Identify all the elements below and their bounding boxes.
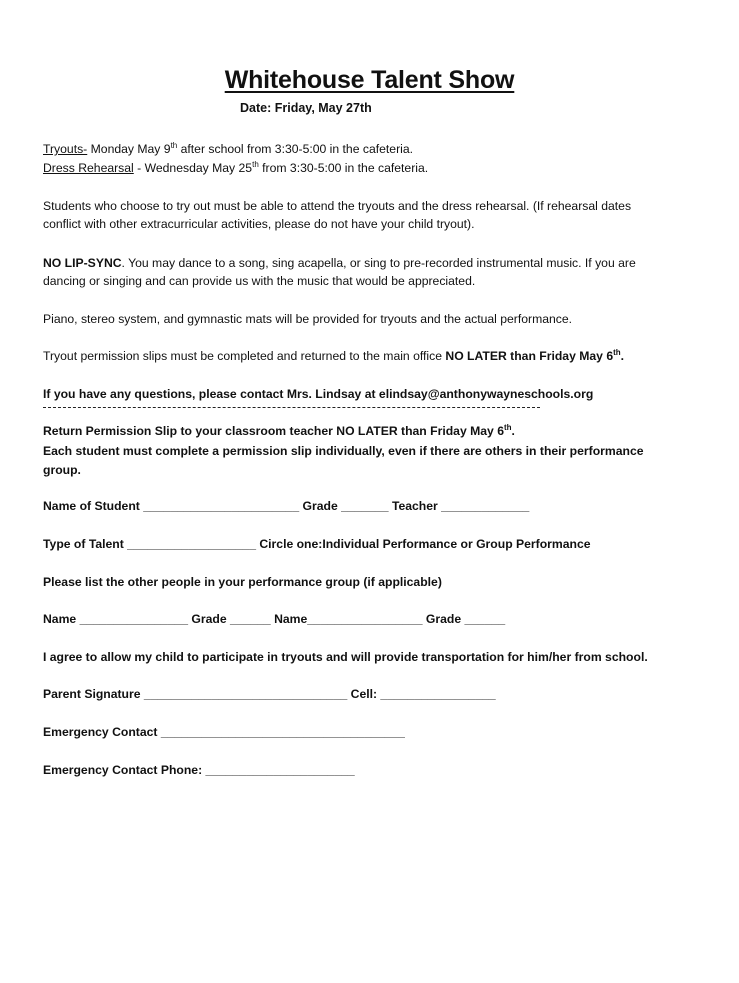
equipment-paragraph: Piano, stereo system, and gymnastic mats will be provided for tryouts and the actual performance. — [43, 312, 573, 326]
tryouts-line: Tryouts- Monday May 9th after school from 3:30-5:00 in the cafeteria. — [43, 141, 414, 156]
group-list-prompt: Please list the other people in your performance group (if applicable) — [43, 575, 442, 589]
student-name-field: Name of Student _______________________ Grade _______ Teacher _____________ — [43, 499, 530, 513]
group-member-fields: Name ________________ Grade ______ Name_________________ Grade ______ — [43, 612, 506, 626]
emergency-phone-field: Emergency Contact Phone: ______________________ — [43, 763, 355, 777]
parent-signature-field: Parent Signature ______________________________ Cell: _________________ — [43, 687, 496, 701]
page-title: Whitehouse Talent Show — [224, 66, 515, 94]
individual-slip-line2: group. — [43, 463, 81, 477]
event-date: Date: Friday, May 27th — [240, 101, 372, 115]
individual-slip-line1: Each student must complete a permission slip individually, even if there are others in their performance — [43, 444, 644, 458]
cut-line-divider — [43, 407, 540, 408]
lipsync-paragraph-line1: NO LIP-SYNC. You may dance to a song, sing acapella, or sing to pre-recorded instrumental music. If you are — [43, 256, 636, 270]
agreement-line: I agree to allow my child to participate in tryouts and will provide transportation for him/her from school. — [43, 650, 648, 664]
dress-rehearsal-label: Dress Rehearsal — [43, 161, 134, 175]
tryouts-label: Tryouts- — [43, 142, 88, 156]
questions-line: If you have any questions, please contact Mrs. Lindsay at elindsay@anthonywayneschools.org — [43, 387, 594, 401]
talent-type-field: Type of Talent ___________________ Circle one:Individual Performance or Group Performance — [43, 537, 591, 551]
permission-deadline-line: Tryout permission slips must be completed and returned to the main office NO LATER than Friday May 6th. — [43, 348, 625, 363]
attend-paragraph-line1: Students who choose to try out must be able to attend the tryouts and the dress rehearsal. (If rehearsal dates — [43, 199, 632, 213]
attend-paragraph-line2: conflict with other extracurricular activities, please do not have your child tryout). — [43, 217, 475, 231]
dress-rehearsal-line: Dress Rehearsal - Wednesday May 25th from 3:30-5:00 in the cafeteria. — [43, 160, 429, 175]
lipsync-paragraph-line2: dancing or singing and can provide us with the music that would be appreciated. — [43, 274, 476, 288]
emergency-contact-field: Emergency Contact ____________________________________ — [43, 725, 405, 739]
return-slip-line: Return Permission Slip to your classroom teacher NO LATER than Friday May 6th. — [43, 423, 515, 438]
